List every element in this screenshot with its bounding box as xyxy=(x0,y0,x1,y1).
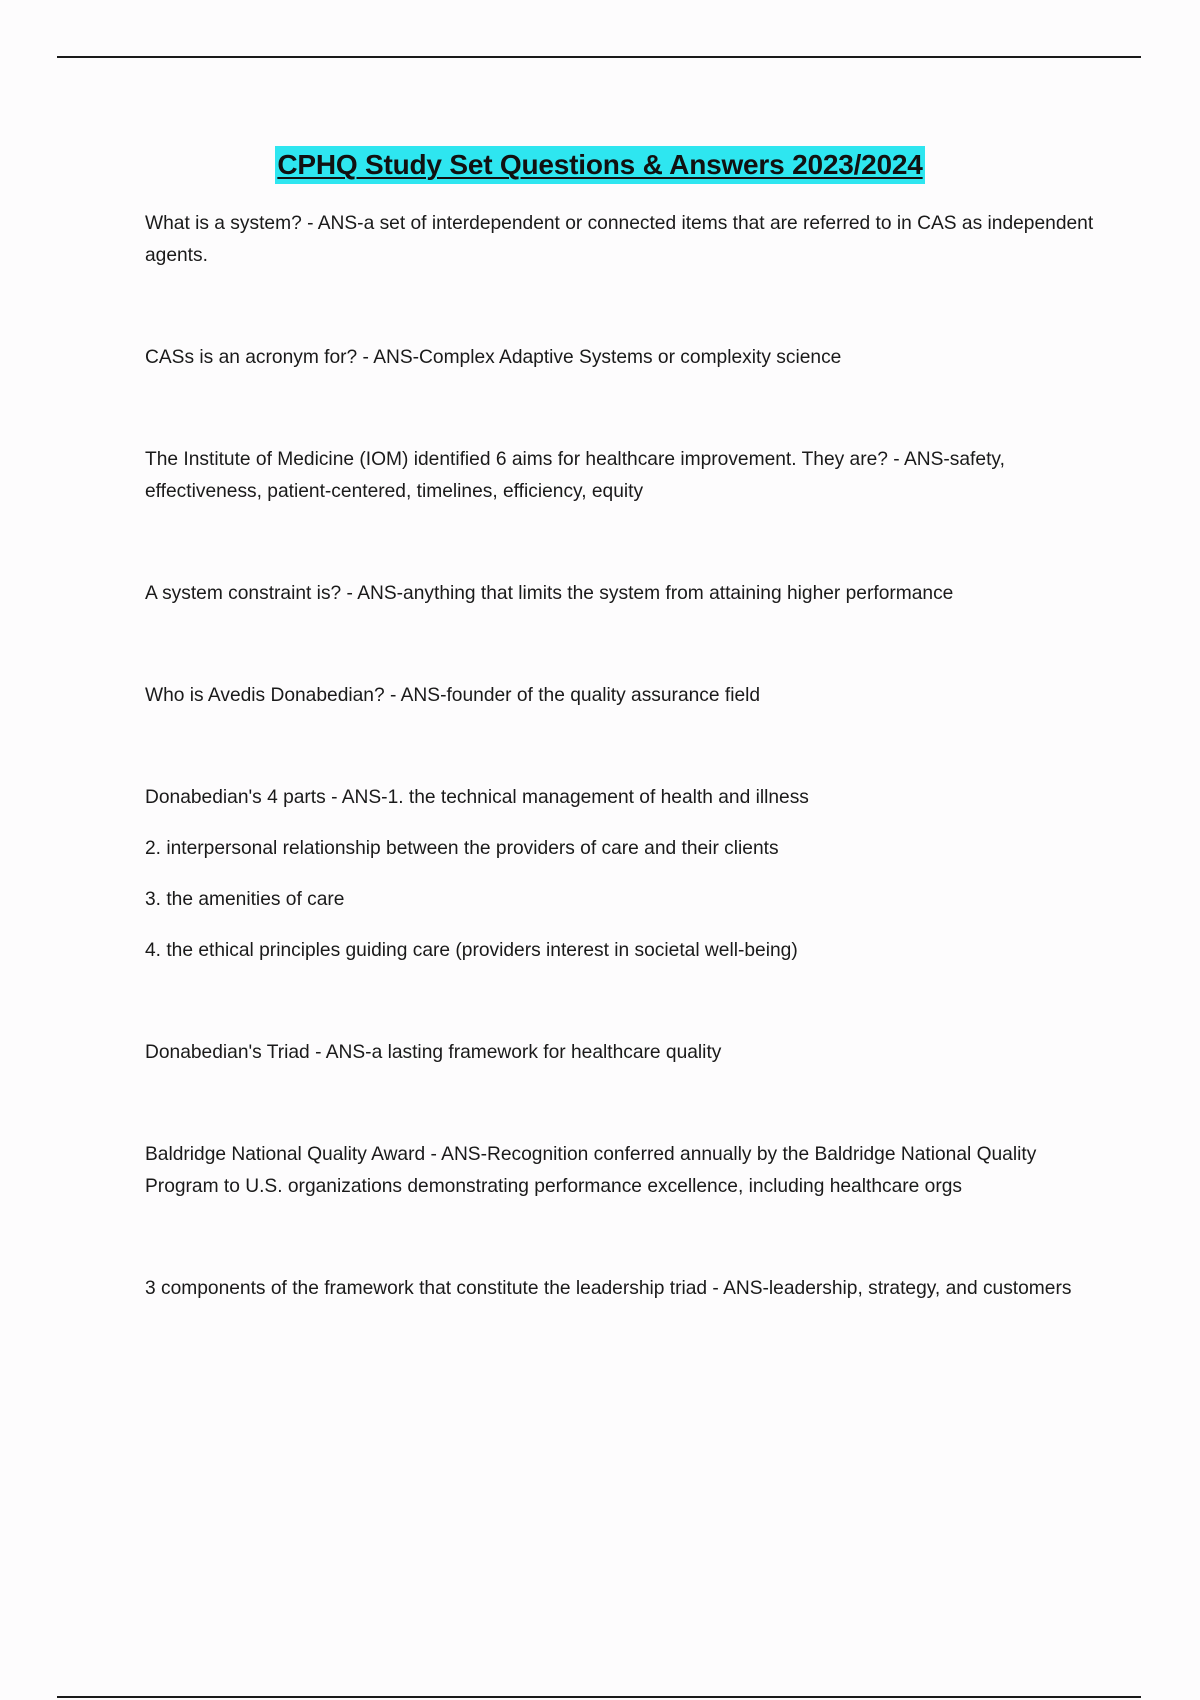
title-container xyxy=(0,146,1200,184)
qa-text: What is a system? - ANS-a set of interdependent or connected items that are referred to in CAS as independent agents. xyxy=(145,213,1094,266)
qa-entry-donabedian xyxy=(145,680,1095,712)
qa-entry-cas xyxy=(145,342,1095,374)
qa-text: 3 components of the framework that constitute the leadership triad - ANS-leadership, strategy, and customers xyxy=(145,1278,1072,1299)
qa-entry-baldridge xyxy=(145,1139,1095,1203)
qa-text: Donabedian's Triad - ANS-a lasting framework for healthcare quality xyxy=(145,1042,722,1063)
qa-text: CASs is an acronym for? - ANS-Complex Adaptive Systems or complexity science xyxy=(145,347,842,368)
document-title: CPHQ Study Set Questions & Answers 2023/2024 xyxy=(275,146,924,184)
qa-text: Donabedian's 4 parts - ANS-1. the technical management of health and illness xyxy=(145,787,809,808)
qa-list xyxy=(145,208,1095,1305)
qa-entry-donabedian-parts xyxy=(145,782,1095,967)
qa-entry-system xyxy=(145,208,1095,272)
qa-list-item: 4. the ethical principles guiding care (providers interest in societal well-being) xyxy=(145,940,798,961)
qa-text: Who is Avedis Donabedian? - ANS-founder of the quality assurance field xyxy=(145,685,761,706)
qa-text: The Institute of Medicine (IOM) identified 6 aims for healthcare improvement. They are? - ANS-safety, effectiveness, patient-centered, timelines, efficiency, equity xyxy=(145,449,1005,502)
footer-rule xyxy=(57,1696,1141,1698)
qa-text: Baldridge National Quality Award - ANS-Recognition conferred annually by the Baldridge National Quality Program to U.S. organizations demonstrating performance excellence, including healthcare orgs xyxy=(145,1144,1037,1197)
qa-entry-leadership-triad xyxy=(145,1273,1095,1305)
qa-list-item: 3. the amenities of care xyxy=(145,889,345,910)
qa-entry-system-constraint xyxy=(145,578,1095,610)
header-rule xyxy=(57,56,1141,58)
qa-list-item: 2. interpersonal relationship between the providers of care and their clients xyxy=(145,838,779,859)
qa-text: A system constraint is? - ANS-anything that limits the system from attaining higher performance xyxy=(145,583,954,604)
qa-entry-donabedian-triad xyxy=(145,1037,1095,1069)
qa-entry-iom-aims xyxy=(145,444,1095,508)
